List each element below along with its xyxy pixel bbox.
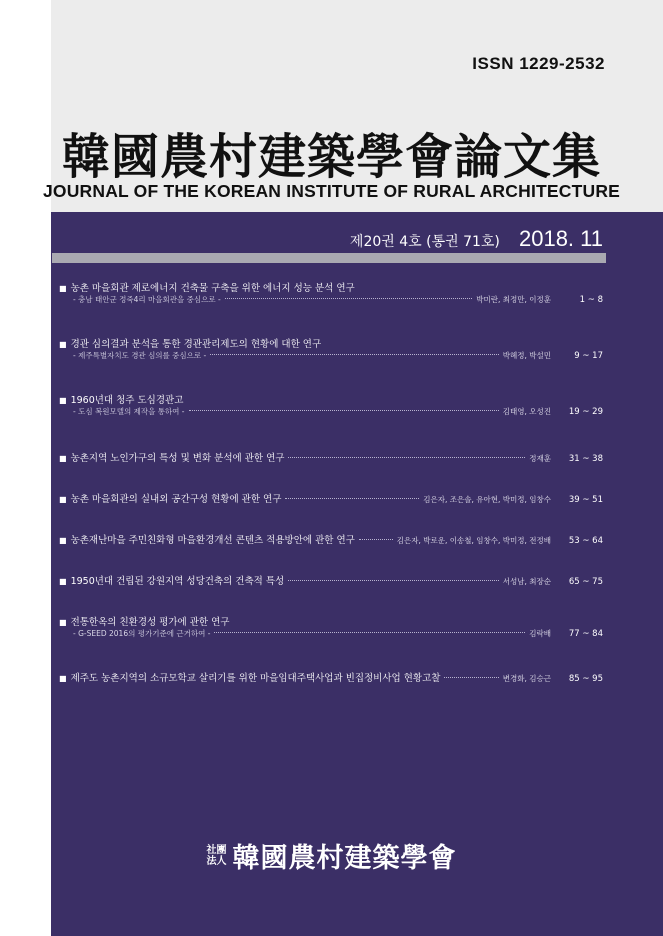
toc-pages: 85 ~ 95 [568,674,603,684]
toc-subtitle: - 도심 복원모델의 제작을 통하여 - [73,407,185,416]
toc-entry [59,614,603,642]
toc-entry [59,532,603,546]
toc-entry [59,491,603,505]
journal-title-hanja: 韓國農村建築學會論文集 [61,129,601,185]
publisher-title: 韓國農村建築學會 [232,843,457,874]
publisher-prefix-line1: 社團 [206,844,227,856]
toc-title: 1960년대 청주 도심경관고 [70,395,184,406]
publisher-prefix [207,845,227,867]
toc-subtitle: - G-SEED 2016의 평가기준에 근거하여 - [73,629,211,638]
dot-leader [359,539,393,540]
toc-subtitle: - 제주특별자치도 경관 심의를 중심으로 - [73,351,207,360]
toc-title: 농촌지역 노인가구의 특성 및 변화 분석에 관한 연구 [70,453,285,464]
issue-date: 2018. 11 [518,226,603,251]
toc-authors: 김은자, 박로운, 이송철, 임창수, 박미정, 전정배 [396,536,551,545]
toc-entry [59,573,603,587]
toc-authors: 김은자, 조은솔, 유아현, 박미정, 임창수 [423,495,551,504]
bullet-icon: ■ [59,536,67,545]
bullet-icon: ■ [59,454,67,463]
toc-authors: 김태영, 오성진 [502,407,551,416]
toc-title: 제주도 농촌지역의 소규모학교 살리기를 위한 마을임대주택사업과 빈집정비사업 현황고찰 [70,673,441,684]
toc-pages: 9 ~ 17 [574,351,603,361]
toc-authors: 변경화, 김승근 [502,674,551,683]
toc-title: 농촌 마을회관의 실내외 공간구성 현황에 관한 연구 [70,494,282,505]
toc-title: 경관 심의결과 분석을 통한 경관관리제도의 현황에 대한 연구 [70,339,322,350]
publisher-prefix-line2: 法人 [206,855,227,867]
toc-pages: 65 ~ 75 [568,577,603,587]
toc-pages: 19 ~ 29 [568,407,603,417]
toc-title: 전통한옥의 친환경성 평가에 관한 연구 [70,617,230,628]
issue-volume: 제20권 4호 (통권 71호) [349,234,500,250]
issn-label: ISSN 1229-2532 [472,54,605,73]
bullet-icon: ■ [59,674,67,683]
dot-leader [189,410,499,411]
toc-authors: 박미란, 최정만, 이정훈 [476,295,551,304]
toc-pages: 77 ~ 84 [568,629,603,639]
toc-entry [59,392,603,420]
toc-authors: 김락배 [529,629,551,638]
publisher-name [0,836,663,875]
toc-entry [59,450,603,464]
toc-title: 농촌 마을회관 제로에너지 건축물 구축을 위한 에너지 성능 분석 연구 [70,283,355,294]
toc-title: 농촌재난마을 주민친화형 마을환경개선 콘텐츠 적용방안에 관한 연구 [70,535,355,546]
dot-leader [288,457,525,458]
bullet-icon: ■ [59,495,67,504]
toc-authors: 박혜정, 박설민 [502,351,551,360]
issue-info [350,226,603,252]
toc-authors: 정재훈 [529,454,551,463]
bullet-icon: ■ [59,577,67,586]
toc-pages: 31 ~ 38 [568,454,603,464]
toc-entry [59,280,603,308]
toc-entry [59,670,603,684]
toc-pages: 39 ~ 51 [568,495,603,505]
bullet-icon: ■ [59,284,67,293]
dot-leader [288,580,499,581]
dot-leader [210,354,498,355]
divider-bar [52,253,606,263]
dot-leader [225,298,473,299]
toc-pages: 53 ~ 64 [568,536,603,546]
dot-leader [285,498,419,499]
journal-title-english: JOURNAL OF THE KOREAN INSTITUTE OF RURAL ARCHITECTURE [42,181,621,201]
toc-entry [59,336,603,364]
bullet-icon: ■ [59,396,67,405]
dot-leader [214,632,525,633]
bullet-icon: ■ [59,340,67,349]
bullet-icon: ■ [59,618,67,627]
toc-title: 1950년대 건립된 강원지역 성당건축의 건축적 특성 [70,576,285,587]
toc-authors: 서성남, 최장순 [502,577,551,586]
toc-subtitle: - 충남 태안군 정죽4리 마을회관을 중심으로 - [73,295,221,304]
dot-leader [444,677,498,678]
toc-pages: 1 ~ 8 [579,295,603,305]
